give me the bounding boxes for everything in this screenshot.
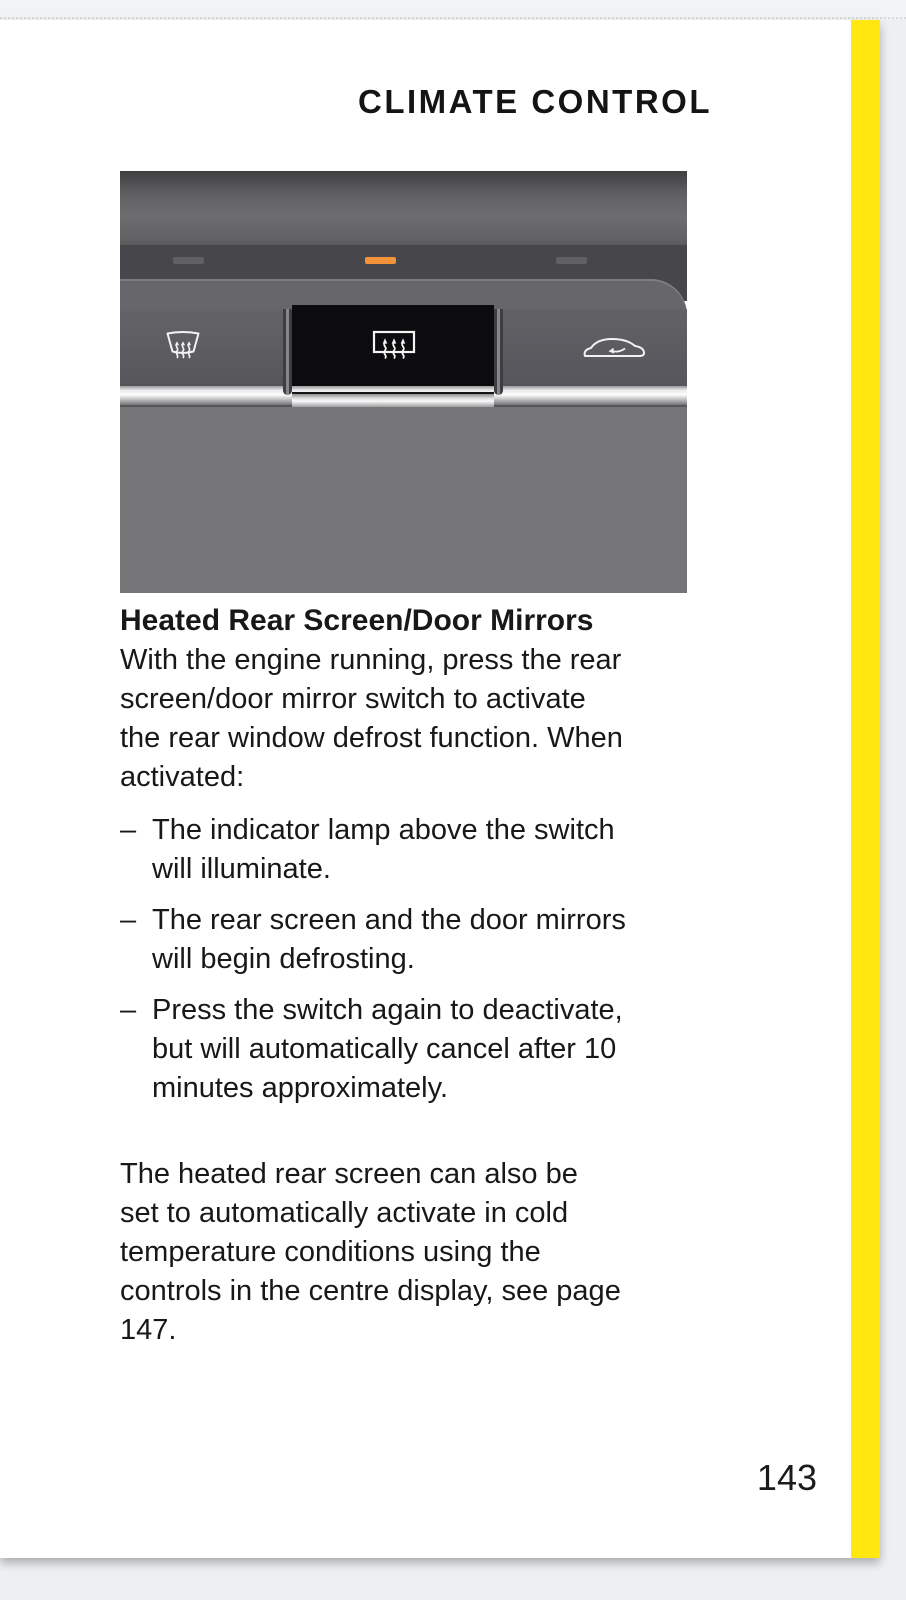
section-heading: Heated Rear Screen/Door Mirrors [120, 604, 594, 637]
text-line: set to automatically activate in cold [120, 1197, 569, 1229]
text-line: With the engine running, press the rear [120, 644, 622, 676]
page-title: CLIMATE CONTROL [357, 83, 712, 120]
text-line: controls in the centre display, see page [120, 1275, 621, 1307]
text-line: will begin defrosting. [152, 943, 415, 975]
viewer-top-edge-bar [0, 0, 906, 19]
text-line: The indicator lamp above the switch [152, 814, 615, 846]
indicator-lamp-right-off [556, 257, 587, 264]
text-line: minutes approximately. [152, 1072, 449, 1104]
panel-top-fascia [120, 171, 687, 255]
text-line: The heated rear screen can also be [120, 1158, 578, 1190]
text-line: 147. [120, 1314, 177, 1346]
bullet-text [152, 901, 720, 979]
text-line: screen/door mirror switch to activate [120, 683, 586, 715]
climate-panel-figure [120, 171, 687, 593]
bullet-marker: – [120, 994, 137, 1026]
text-line: temperature conditions using the [120, 1236, 541, 1268]
outro-paragraph [120, 1155, 720, 1350]
text-line: but will automatically cancel after 10 [152, 1033, 617, 1065]
windscreen-defrost-switch [120, 309, 287, 387]
page-edge-accent-stripe [851, 20, 880, 1558]
windscreen-defrost-icon [165, 330, 201, 367]
bullet-text [152, 811, 720, 889]
bullet-item [120, 901, 720, 979]
indicator-lamp-center-on [365, 257, 396, 264]
bullet-marker: – [120, 814, 137, 846]
text-line: The rear screen and the door mirrors [152, 904, 626, 936]
manual-page [0, 20, 880, 1558]
rear-screen-defrost-icon [372, 325, 416, 366]
switch-divider-groove [494, 309, 503, 395]
bullet-list [120, 811, 720, 1120]
bullet-item [120, 811, 720, 889]
text-line: activated: [120, 761, 245, 793]
bullet-text [152, 991, 720, 1108]
indicator-lamp-left-off [173, 257, 204, 264]
page-number: 143 [756, 1457, 817, 1498]
switch-divider-groove [283, 309, 292, 395]
intro-paragraph [120, 641, 720, 797]
text-line: will illuminate. [152, 853, 331, 885]
text-line: the rear window defrost function. When [120, 722, 623, 754]
air-recirculation-icon [582, 332, 646, 367]
chrome-trim-strip-pressed-segment [292, 392, 494, 407]
text-line: Press the switch again to deactivate, [152, 994, 623, 1026]
panel-lower-fascia [120, 405, 687, 593]
bullet-marker: – [120, 904, 137, 936]
bullet-item [120, 991, 720, 1108]
